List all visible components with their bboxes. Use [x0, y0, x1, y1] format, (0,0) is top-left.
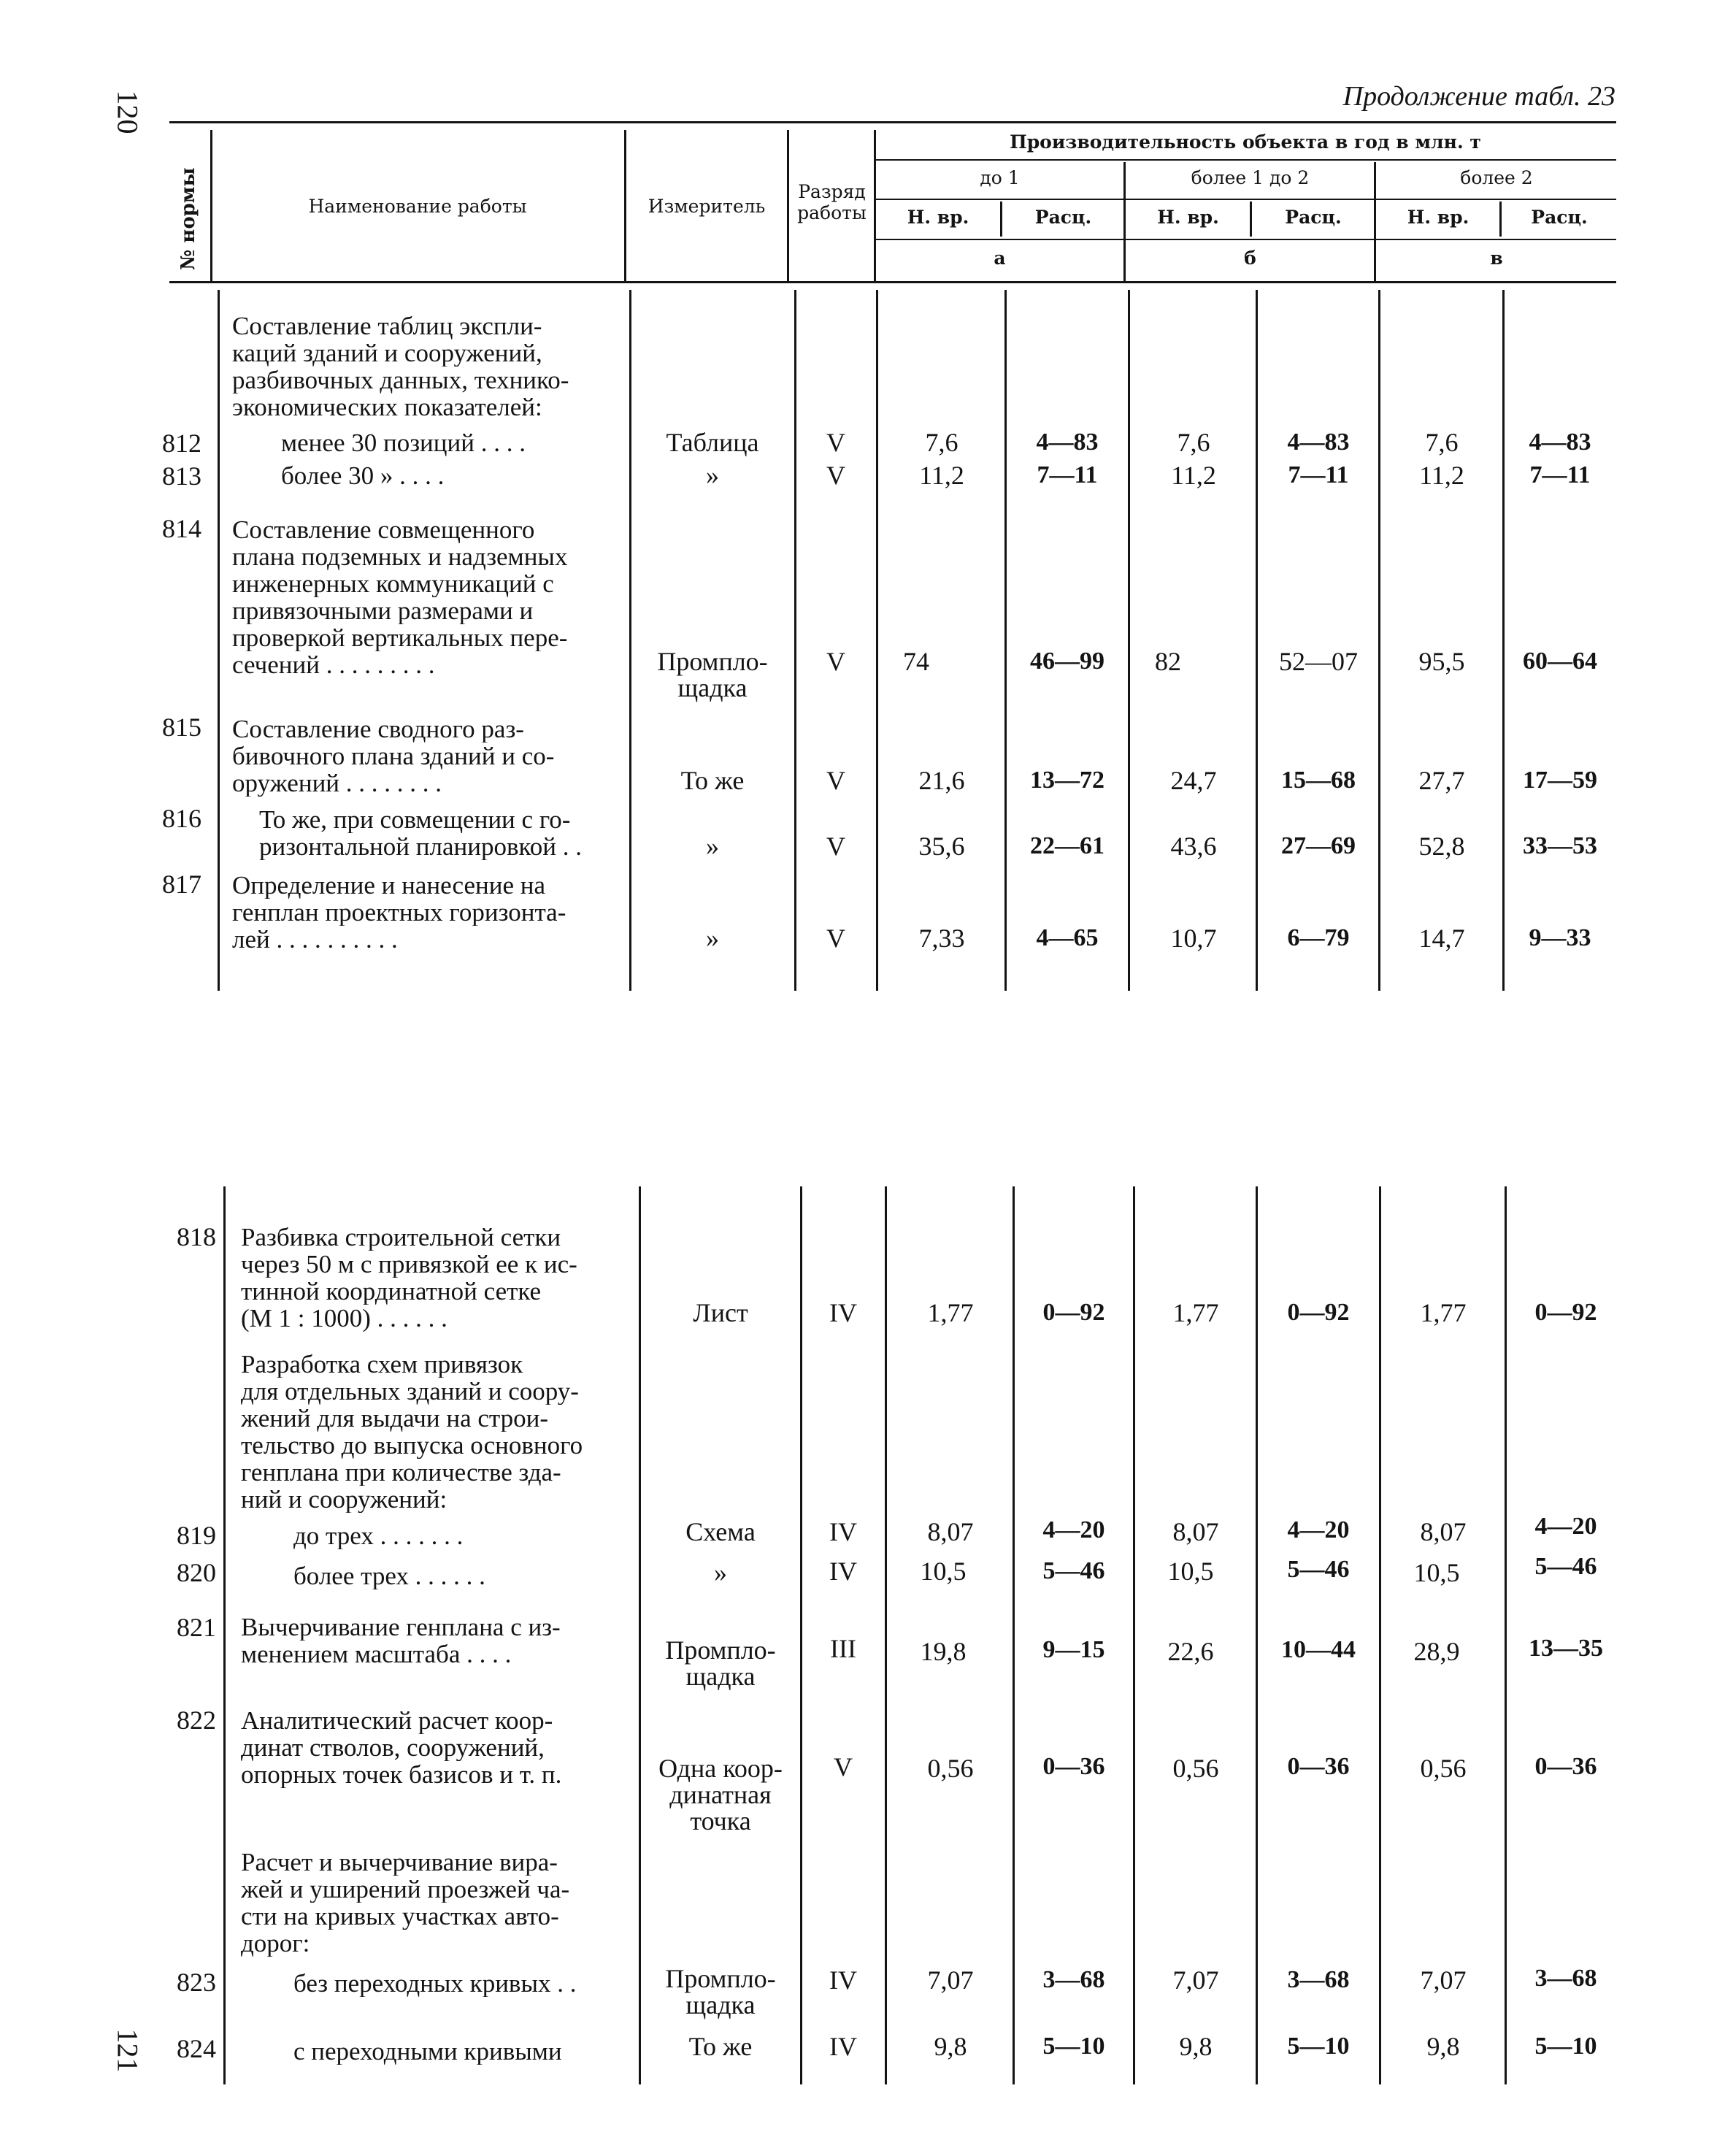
s1-vline — [1378, 290, 1380, 991]
header-productivity: Производительность объекта в год в млн. т — [1010, 131, 1481, 153]
header-a-rate: Расц. — [1034, 207, 1092, 228]
a-rate: 7—11 — [1037, 461, 1098, 488]
hdr-vline — [1250, 202, 1252, 237]
a-hours: 1,77 — [927, 1298, 974, 1327]
s2-vline — [1505, 1186, 1507, 2084]
header-bottom-rule — [169, 281, 1616, 283]
work-name-line: Аналитический расчет коор- — [241, 1707, 553, 1734]
s1-vline — [629, 290, 631, 991]
b-hours: 0,56 — [1172, 1754, 1219, 1783]
header-c-rate: Расц. — [1531, 207, 1588, 228]
work-name-line: лей . . . . . . . . . . — [232, 926, 398, 953]
s2-vline — [1256, 1186, 1258, 2084]
unit: » — [706, 924, 719, 953]
grade: IV — [829, 2032, 857, 2061]
work-name-line: более трех . . . . . . — [293, 1562, 485, 1589]
work-name-line: Определение и нанесение на — [232, 872, 546, 899]
b-hours: 11,2 — [1171, 461, 1216, 490]
norm-number: 819 — [177, 1521, 216, 1550]
b-hours: 9,8 — [1179, 2032, 1213, 2061]
work-name-line: инженерных коммуникаций с — [232, 570, 554, 597]
unit-line: динатная — [669, 1780, 772, 1809]
b-hours: 7,07 — [1172, 1965, 1219, 1995]
s1-vline — [1256, 290, 1258, 991]
norm-number: 812 — [162, 429, 201, 458]
b-hours: 10,7 — [1170, 924, 1217, 953]
grade: V — [834, 1752, 853, 1781]
header-grade: Разряд работы — [797, 181, 867, 223]
work-name-line: Составление совмещенного — [232, 516, 535, 543]
unit: Лист — [693, 1298, 748, 1327]
norm-number: 822 — [177, 1706, 216, 1735]
a-rate: 4—65 — [1036, 924, 1099, 951]
hdr-vline — [1374, 162, 1376, 281]
a-hours: 7,6 — [925, 428, 958, 457]
s2-vline — [1379, 1186, 1381, 2084]
section2-intro-curves — [241, 1849, 626, 1957]
work-name-line: опорных точек базисов и т. п. — [241, 1761, 562, 1788]
work-name-line: ризонтальной планировкой . . — [259, 833, 582, 860]
c-hours: 8,07 — [1420, 1517, 1467, 1546]
c-hours: 27,7 — [1418, 766, 1465, 795]
work-name-line: оружений . . . . . . . . — [232, 770, 442, 797]
norm-number: 818 — [177, 1222, 216, 1251]
table-continuation-caption: Продолжение табл. 23 — [1342, 81, 1615, 112]
c-rate: 13—35 — [1529, 1635, 1603, 1662]
work-name — [293, 2038, 629, 2065]
work-name-line: Разбивка строительной сетки — [241, 1224, 561, 1251]
c-hours: 14,7 — [1418, 924, 1465, 953]
a-hours: 11,2 — [919, 461, 964, 490]
c-hours: 7,6 — [1425, 428, 1459, 457]
unit-line: точка — [690, 1806, 751, 1835]
a-hours: 19,8 — [920, 1637, 967, 1666]
intro-line: сти на кривых участках авто- — [241, 1903, 559, 1930]
grade: III — [830, 1634, 856, 1663]
s1-vline — [876, 290, 878, 991]
s1-vline — [794, 290, 796, 991]
b-rate: 7—11 — [1288, 461, 1349, 488]
a-rate: 9—15 — [1042, 1636, 1105, 1663]
b-rate: 3—68 — [1287, 1966, 1350, 1993]
a-hours: 7,33 — [918, 924, 965, 953]
a-hours: 9,8 — [934, 2032, 967, 2061]
work-name-line: Вычерчивание генплана с из- — [241, 1614, 561, 1641]
header-b-rate: Расц. — [1285, 207, 1342, 228]
intro-line: каций зданий и сооружений, — [232, 339, 542, 367]
unit: Таблица — [666, 428, 759, 457]
c-hours: 52,8 — [1418, 832, 1465, 861]
s2-vline — [1013, 1186, 1015, 2084]
work-name-line: более 30 » . . . . — [281, 462, 445, 489]
work-name — [281, 462, 617, 489]
c-hours: 9,8 — [1426, 2032, 1460, 2061]
grade: V — [826, 428, 845, 457]
a-rate: 3—68 — [1042, 1966, 1105, 1993]
s2-vline — [885, 1186, 887, 2084]
work-name-line: привязочными размерами и — [232, 597, 534, 624]
page-number-bottom: 121 — [111, 2028, 145, 2073]
unit-line: щадка — [677, 673, 748, 702]
grade: IV — [829, 1298, 857, 1327]
a-hours: 8,07 — [927, 1517, 974, 1546]
work-name-line: Составление сводного раз- — [232, 716, 524, 743]
b-rate: 4—83 — [1287, 429, 1350, 456]
b-hours: 8,07 — [1172, 1517, 1219, 1546]
work-name-line: с переходными кривыми — [293, 2038, 562, 2065]
b-hours: 1,77 — [1172, 1298, 1219, 1327]
header-group-b: более 1 до 2 — [1191, 167, 1310, 188]
b-rate: 52—07 — [1279, 647, 1358, 676]
work-name — [241, 1614, 626, 1668]
header-group-rule — [875, 159, 1616, 161]
c-rate: 5—46 — [1534, 1553, 1597, 1580]
hdr-vline — [1499, 202, 1502, 237]
norm-number: 816 — [162, 804, 201, 833]
c-rate: 0—36 — [1534, 1753, 1597, 1780]
c-hours: 7,07 — [1420, 1965, 1467, 1995]
a-rate: 4—20 — [1042, 1516, 1105, 1543]
unit: Схема — [685, 1517, 756, 1546]
c-hours: 1,77 — [1420, 1298, 1467, 1327]
a-hours: 7,07 — [927, 1965, 974, 1995]
header-letter-b: б — [1244, 248, 1256, 269]
header-c-hours: Н. вр. — [1407, 207, 1469, 228]
c-rate: 9—33 — [1529, 924, 1591, 951]
work-name-line: сечений . . . . . . . . . — [232, 651, 435, 678]
a-rate: 4—83 — [1036, 429, 1099, 456]
header-a-hours: Н. вр. — [907, 207, 969, 228]
work-name — [232, 872, 617, 953]
s1-vline — [218, 290, 220, 991]
unit — [642, 1637, 799, 1689]
a-hours: 0,56 — [927, 1754, 974, 1783]
b-rate: 6—79 — [1287, 924, 1350, 951]
work-name-line: до трех . . . . . . . — [293, 1522, 464, 1549]
norm-number: 815 — [162, 713, 201, 742]
work-name-line: через 50 м с привязкой ее к ис- — [241, 1251, 577, 1278]
b-rate: 15—68 — [1281, 767, 1356, 794]
grade: V — [826, 647, 845, 676]
grade: V — [826, 832, 845, 861]
work-name-line: генплан проектных горизонта- — [232, 899, 566, 926]
c-rate: 7—11 — [1529, 461, 1591, 488]
unit: » — [714, 1558, 727, 1587]
work-name — [241, 1224, 626, 1332]
a-hours: 74 — [903, 647, 929, 676]
b-hours: 22,6 — [1167, 1637, 1214, 1666]
b-rate: 5—10 — [1287, 2033, 1350, 2060]
s1-vline — [1502, 290, 1505, 991]
c-hours: 95,5 — [1418, 647, 1465, 676]
a-rate: 5—10 — [1042, 2033, 1105, 2060]
unit-line: Одна коор- — [658, 1754, 783, 1783]
work-name-line: тинной координатной сетке — [241, 1278, 542, 1305]
a-rate: 46—99 — [1030, 648, 1104, 675]
grade: IV — [829, 1517, 857, 1546]
norm-number: 823 — [177, 1968, 216, 1997]
hdr-vline — [1123, 162, 1126, 281]
a-rate: 0—92 — [1042, 1299, 1105, 1326]
unit-line: Промпло- — [665, 1635, 776, 1665]
unit — [632, 648, 793, 701]
intro-line: генплана при количестве зда- — [241, 1459, 561, 1486]
unit: » — [706, 461, 719, 490]
a-hours: 35,6 — [918, 832, 965, 861]
b-hours: 10,5 — [1167, 1557, 1214, 1586]
b-hours: 82 — [1155, 647, 1181, 676]
intro-line: разбивочных данных, технико- — [232, 367, 569, 394]
norm-number: 817 — [162, 870, 201, 899]
s2-vline — [223, 1186, 226, 2084]
b-hours: 24,7 — [1170, 766, 1217, 795]
intro-line: Разработка схем привязок — [241, 1351, 523, 1378]
intro-line: Составление таблиц экспли- — [232, 312, 542, 339]
intro-line: жей и уширений проезжей ча- — [241, 1876, 570, 1903]
work-name-line: менением масштаба . . . . — [241, 1641, 512, 1668]
header-top-rule — [169, 121, 1616, 123]
norm-number: 814 — [162, 514, 201, 543]
c-rate: 5—10 — [1534, 2033, 1597, 2060]
unit: » — [706, 832, 719, 861]
work-name — [259, 806, 617, 860]
c-hours: 11,2 — [1419, 461, 1464, 490]
s2-vline — [639, 1186, 641, 2084]
header-group-c: более 2 — [1460, 167, 1533, 188]
work-name-line: без переходных кривых . . — [293, 1970, 577, 1997]
b-rate: 0—36 — [1287, 1753, 1350, 1780]
work-name-line: плана подземных и надземных — [232, 543, 568, 570]
s2-vline — [800, 1186, 802, 2084]
unit — [642, 1755, 799, 1834]
intro-line: жений для выдачи на строи- — [241, 1405, 549, 1432]
a-rate: 13—72 — [1030, 767, 1104, 794]
header-subgroup-rule — [875, 199, 1616, 200]
header-norm-number: № нормы — [177, 167, 199, 270]
norm-number: 824 — [177, 2034, 216, 2063]
header-group-a: до 1 — [980, 167, 1020, 188]
work-name — [232, 716, 617, 797]
grade: IV — [829, 1965, 857, 1995]
c-rate: 4—83 — [1529, 429, 1591, 456]
a-hours: 10,5 — [920, 1557, 967, 1586]
norm-number: 813 — [162, 461, 201, 491]
a-rate: 0—36 — [1042, 1753, 1105, 1780]
work-name-line: динат стволов, сооружений, — [241, 1734, 545, 1761]
c-rate: 33—53 — [1523, 832, 1597, 859]
work-name — [293, 1562, 629, 1589]
intro-line: тельство до выпуска основного — [241, 1432, 583, 1459]
unit — [642, 1965, 799, 2018]
norm-number: 821 — [177, 1613, 216, 1642]
b-hours: 7,6 — [1177, 428, 1210, 457]
intro-line: для отдельных зданий и соору- — [241, 1378, 579, 1405]
work-name-line: бивочного плана зданий и со- — [232, 743, 555, 770]
c-rate: 4—20 — [1534, 1513, 1597, 1540]
b-rate: 27—69 — [1281, 832, 1356, 859]
work-name — [241, 1707, 626, 1788]
header-work-name: Наименование работы — [308, 196, 527, 217]
s2-vline — [1133, 1186, 1135, 2084]
hdr-vline — [1000, 202, 1002, 237]
intro-line: экономических показателей: — [232, 394, 542, 421]
header-letter-rule — [875, 239, 1616, 240]
intro-line: дорог: — [241, 1930, 310, 1957]
work-name-line: (М 1 : 1000) . . . . . . — [241, 1305, 447, 1332]
grade: IV — [829, 1557, 857, 1586]
work-name-line: проверкой вертикальных пере- — [232, 624, 568, 651]
header-unit: Измеритель — [648, 196, 766, 217]
work-name-line: менее 30 позиций . . . . — [281, 429, 526, 456]
header-b-hours: Н. вр. — [1157, 207, 1219, 228]
c-rate: 60—64 — [1523, 648, 1597, 675]
hdr-vline — [787, 130, 789, 281]
section1-intro — [232, 312, 615, 421]
work-name — [232, 516, 617, 678]
a-rate: 5—46 — [1042, 1557, 1105, 1584]
unit-line: щадка — [685, 1990, 756, 2019]
unit-line: щадка — [685, 1662, 756, 1691]
work-name — [293, 1970, 629, 1997]
unit: То же — [688, 2032, 753, 2061]
b-hours: 43,6 — [1170, 832, 1217, 861]
page-number-top: 120 — [111, 90, 145, 134]
intro-line: Расчет и вычерчивание вира- — [241, 1849, 558, 1876]
header-letter-a: а — [994, 248, 1006, 269]
section2-intro — [241, 1351, 626, 1513]
work-name — [293, 1522, 629, 1549]
c-hours: 10,5 — [1413, 1558, 1460, 1587]
c-rate: 0—92 — [1534, 1299, 1597, 1326]
norm-number: 820 — [177, 1558, 216, 1587]
unit: То же — [680, 766, 745, 795]
c-hours: 28,9 — [1413, 1637, 1460, 1666]
s1-vline — [1128, 290, 1130, 991]
b-rate: 5—46 — [1287, 1556, 1350, 1583]
c-hours: 0,56 — [1420, 1754, 1467, 1783]
unit-line: Промпло- — [665, 1964, 776, 1993]
header-letter-c: в — [1490, 248, 1503, 269]
s1-vline — [1004, 290, 1007, 991]
grade: V — [826, 924, 845, 953]
hdr-vline — [624, 130, 626, 281]
b-rate: 4—20 — [1287, 1516, 1350, 1543]
grade: V — [826, 766, 845, 795]
b-rate: 10—44 — [1281, 1636, 1356, 1663]
work-name — [281, 429, 617, 456]
intro-line: ний и сооружений: — [241, 1486, 447, 1513]
hdr-vline — [210, 130, 212, 281]
c-rate: 17—59 — [1523, 767, 1597, 794]
a-rate: 22—61 — [1030, 832, 1104, 859]
grade: V — [826, 461, 845, 490]
c-rate: 3—68 — [1534, 1965, 1597, 1992]
work-name-line: То же, при совмещении с го- — [259, 806, 571, 833]
unit-line: Промпло- — [657, 647, 768, 676]
a-hours: 21,6 — [918, 766, 965, 795]
b-rate: 0—92 — [1287, 1299, 1350, 1326]
